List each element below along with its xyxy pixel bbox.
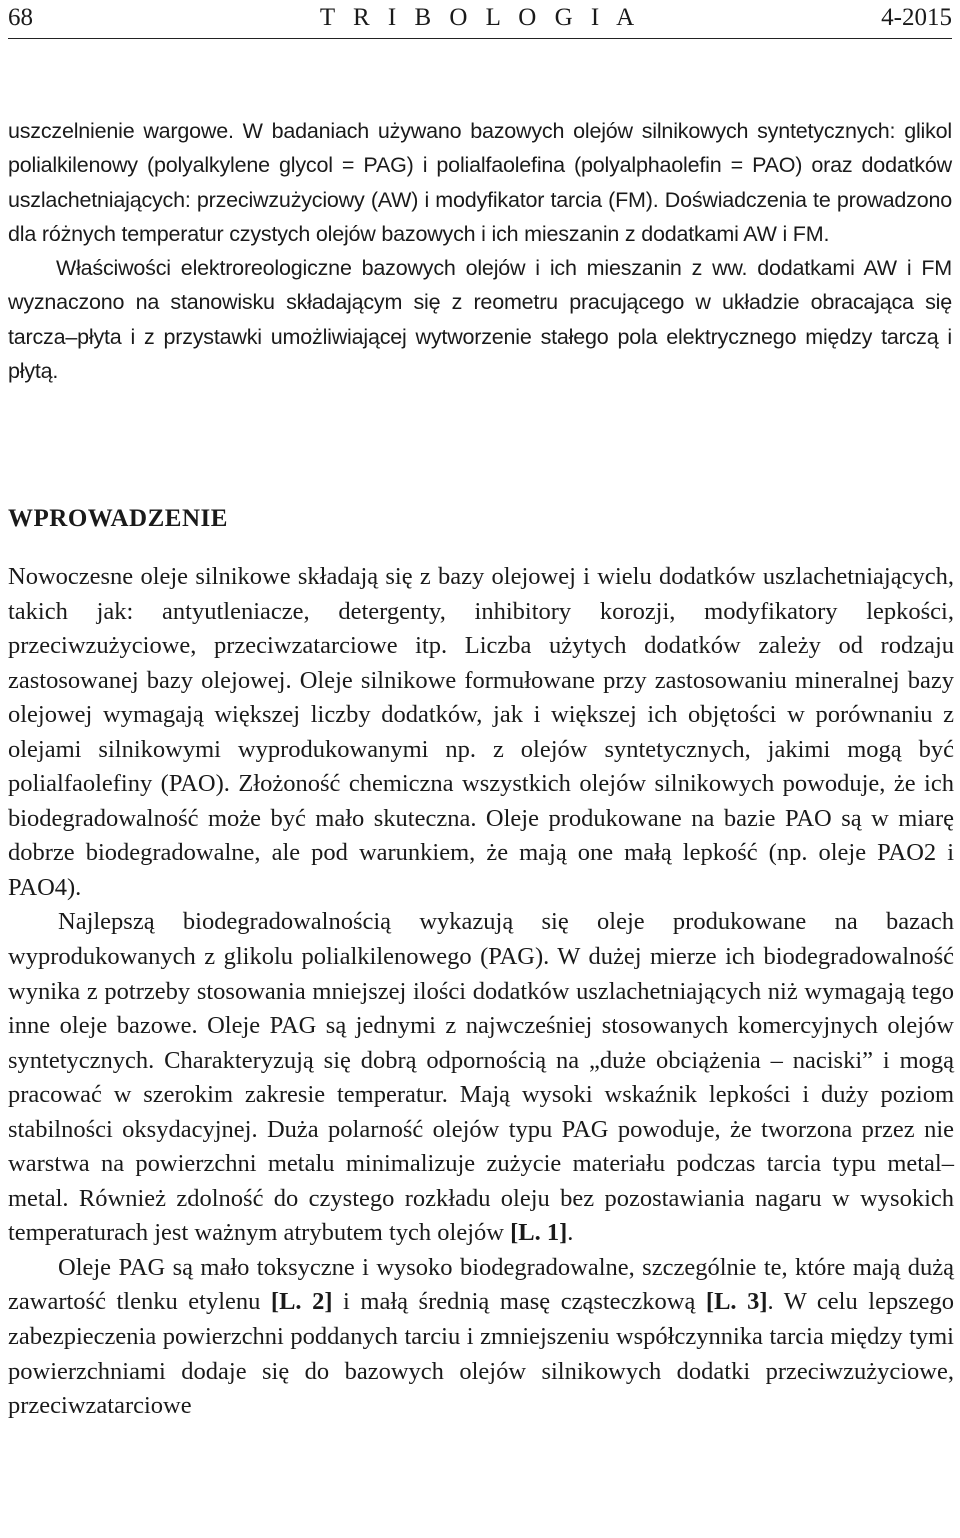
running-header	[8, 2, 952, 39]
abstract-paragraph: uszczelnienie wargowe. W badaniach używano bazowych olejów silnikowych syntetycznych: glikol polialkilenowy (polyalkylene glycol = PAG) i polialfaolefina (polyalphaolefin = PAO) oraz dodatków uszlachetniających: przeciwzużyciowy (AW) i modyfikator tarcia (FM). Doświadczenia te prowadzono dla różnych temperatur czystych olejów bazowych i ich mieszanin z dodatkami AW i FM.	[8, 119, 952, 246]
abstract-paragraph: Właściwości elektroreologiczne bazowych olejów i ich mieszanin z ww. dodatkami AW i FM wyznaczono na stanowisku składającym się z reometru pracującego w układzie obracająca się tarcza–płyta i z przystawki umożliwiającej wytworzenie stałego pola elektrycznego między tarczą i płytą.	[8, 256, 952, 384]
paragraph-text: Oleje PAG są mało toksyczne i wysoko biodegradowalne, szczególnie te, które mają dużą zawartość tlenku etylenu	[8, 1253, 954, 1316]
abstract	[8, 114, 952, 388]
body-text	[8, 560, 954, 1424]
page-number: 68	[8, 4, 33, 31]
paragraph-text: .	[567, 1219, 574, 1247]
paragraph-text: Najlepszą biodegradowalnością wykazują się oleje produkowane na bazach wyprodukowanych z glikolu polialkilenowego (PAG). W dużej mierze ich biodegradowalność wynika z potrzeby stosowania mniejszej ilości dodatków uszlachetniających niż wymagają tego inne oleje bazowe. Oleje PAG są jednymi z najwcześniej stosowanych komercyjnych olejów syntetycznych. Charakteryzują się dobrą odpornością na „duże obciążenia – naciski” i mogą pracować w szerokim zakresie temperatur. Mają wysoki wskaźnik lepkości i duży poziom stabilności oksydacyjnej. Duża polarność olejów typu PAG powoduje, że tworzona przez nie warstwa na powierzchni metalu minimalizuje zużycie materiału podczas tarcia typu metal–metal. Również zdolność do czystego rozkładu oleju bez pozostawiania nagaru w wysokich temperaturach jest ważnym atrybutem tych olejów	[8, 908, 954, 1247]
body-paragraph: Nowoczesne oleje silnikowe składają się z bazy olejowej i wielu dodatków uszlachetniających, takich jak: antyutleniacze, detergenty, inhibitory korozji, modyfikatory lepkości, przeciwzużyciowe, przeciwzatarciowe itp. Liczba użytych dodatków zależy od rodzaju zastosowanej bazy olejowej. Oleje silnikowe formułowane przy zastosowaniu mineralnej bazy olejowej wymagają większej liczby dodatków, jak i większej ich objętości w porównaniu z olejami silnikowymi wyprodukowanymi np. z olejów syntetycznych, jakimi mogą być polialfaolefiny (PAO). Złożoność chemiczna wszystkich olejów silnikowych powoduje, że ich biodegradowalność może być mało skuteczna. Oleje produkowane na bazie PAO są w miarę dobrze biodegradowalne, ale pod warunkiem, że mają one małą lepkość (np. oleje PAO2 i PAO4).	[8, 563, 954, 901]
issue-number: 4-2015	[881, 4, 952, 31]
citation: [L. 3]	[705, 1288, 768, 1316]
body-paragraph	[8, 905, 954, 1250]
paragraph-text: i małą średnią masę cząsteczkową	[332, 1288, 706, 1316]
citation: [L. 1]	[510, 1219, 568, 1247]
section-heading: WPROWADZENIE	[8, 505, 228, 532]
body-paragraph	[8, 1251, 954, 1424]
journal-title: T R I B O L O G I A	[319, 4, 641, 31]
citation: [L. 2]	[270, 1288, 333, 1316]
paragraph-text: . W celu lepszego zabezpieczenia powierzchni poddanych tarciu i zmniejszeniu współczynnika tarcia między tymi powierzchniami dodaje się do bazowych olejów silnikowych dodatki przeciwzużyciowe, przeciwzatarciowe	[8, 1288, 954, 1420]
